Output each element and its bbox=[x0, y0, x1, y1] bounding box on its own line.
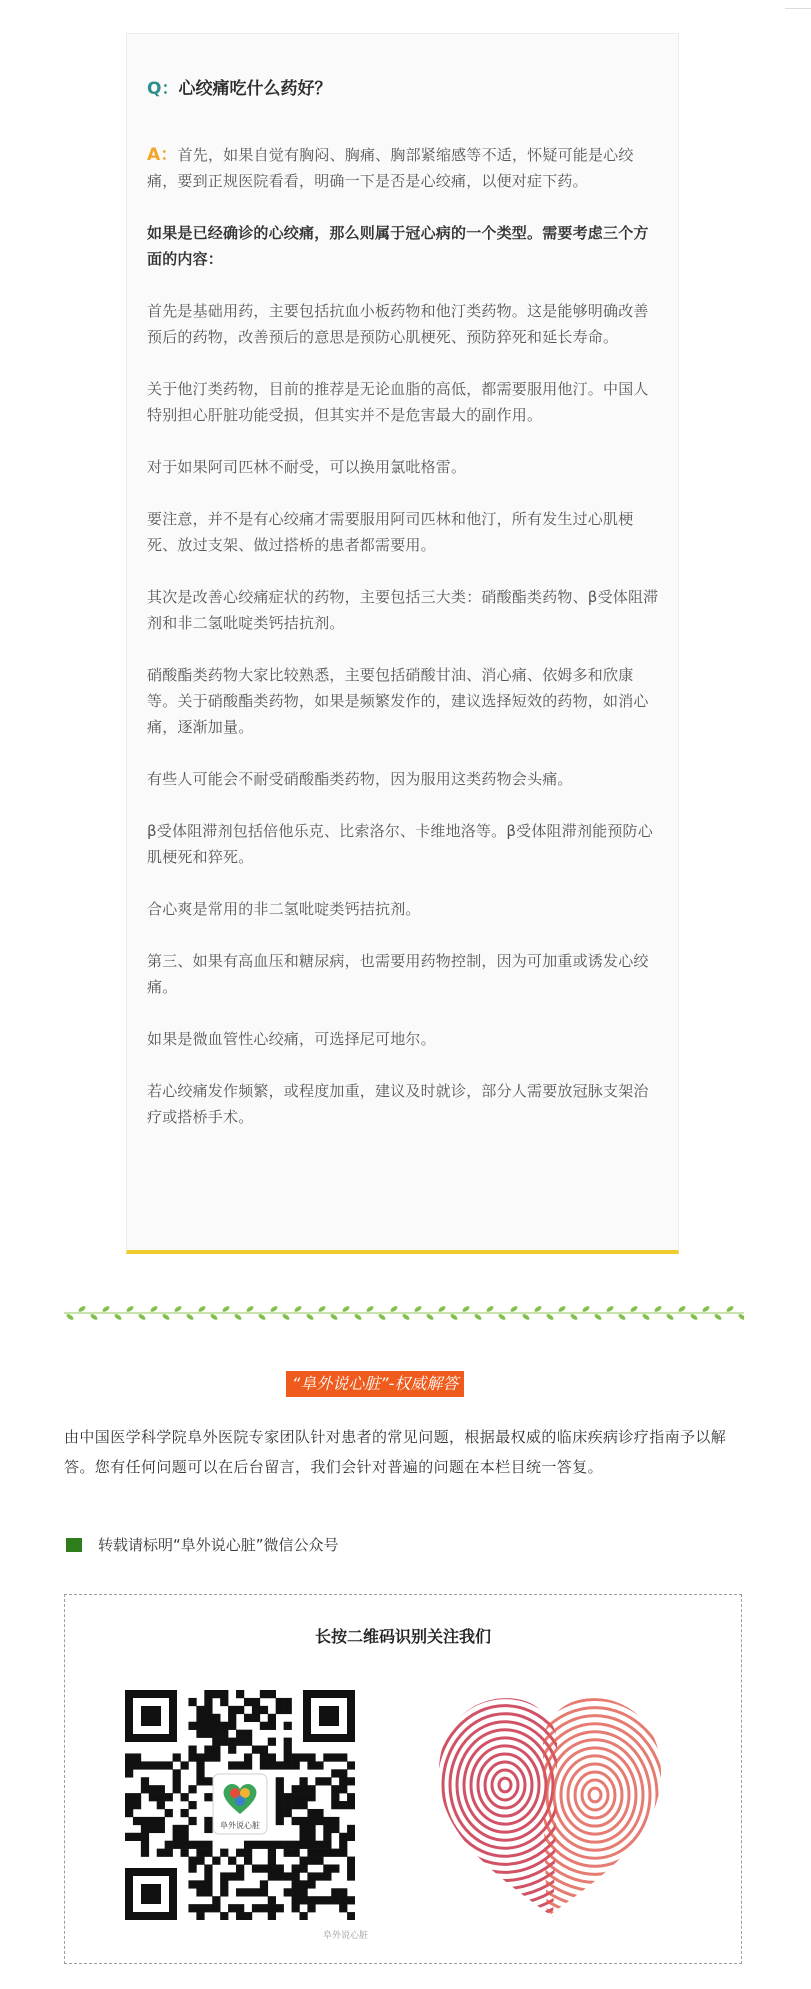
fingerprint-heart-image bbox=[435, 1685, 665, 1925]
answer-paragraph: 首先是基础用药，主要包括抗血小板药物和他汀类药物。这是能够明确改善预后的药物，改善预后的意思是预防心肌梗死、预防猝死和延长寿命。 bbox=[147, 302, 649, 346]
question-text: 心绞痛吃什么药好？ bbox=[178, 79, 332, 99]
brand-tag: “阜外说心脏”-权威解答 bbox=[286, 1371, 464, 1397]
qr-section bbox=[64, 1594, 742, 1964]
answer-paragraph: β受体阻滞剂包括倍他乐克、比索洛尔、卡维地洛等。β受体阻滞剂能预防心肌梗死和猝死。 bbox=[147, 822, 653, 866]
answer-intro bbox=[147, 142, 659, 194]
question-mark: Q： bbox=[147, 79, 179, 99]
qr-title: 长按二维码识别关注我们 bbox=[314, 1627, 491, 1646]
answer-paragraph: 若心绞痛发作频繁，或程度加重，建议及时就诊，部分人需要放冠脉支架治疗或搭桥手术。 bbox=[147, 1082, 649, 1126]
answer-mark: A： bbox=[147, 145, 178, 165]
qa-card bbox=[126, 33, 679, 1254]
answer-paragraph: 如果是微血管性心绞痛，可选择尼可地尔。 bbox=[147, 1030, 436, 1048]
qr-code[interactable] bbox=[125, 1690, 355, 1920]
answer-paragraph-heading: 如果是已经确诊的心绞痛，那么则属于冠心病的一个类型。需要考虑三个方面的内容： bbox=[147, 224, 649, 268]
vine-divider bbox=[64, 1303, 744, 1323]
qr-logo-text: 阜外说心脏 bbox=[220, 1821, 260, 1830]
answer-paragraph: 硝酸酯类药物大家比较熟悉，主要包括硝酸甘油、消心痛、依姆多和欣康等。关于硝酸酯类药物，如果是频繁发作的，建议选择短效的药物，如消心痛，逐渐加量。 bbox=[147, 666, 649, 736]
answer-paragraph: 要注意，并不是有心绞痛才需要服用阿司匹林和他汀，所有发生过心肌梗死、放过支架、做过搭桥的患者都需要用。 bbox=[147, 510, 634, 554]
answer-paragraph: 第三、如果有高血压和糖尿病，也需要用药物控制，因为可加重或诱发心绞痛。 bbox=[147, 952, 649, 996]
answer-paragraph: 有些人可能会不耐受硝酸酯类药物，因为服用这类药物会头痛。 bbox=[147, 770, 573, 788]
corner-divider bbox=[785, 8, 811, 9]
answer-paragraph: 其次是改善心绞痛症状的药物，主要包括三大类：硝酸酯类药物、β受体阻滞剂和非二氢吡啶类钙拮抗剂。 bbox=[147, 588, 659, 632]
intro-text: 由中国医学科学院阜外医院专家团队针对患者的常见问题，根据最权威的临床疾病诊疗指南予以解答。您有任何问题可以在后台留言，我们会针对普遍的问题在本栏目统一答复。 bbox=[64, 1428, 727, 1476]
reprint-text: 转载请标明“阜外说心脏”微信公众号 bbox=[98, 1536, 339, 1554]
qa-content bbox=[147, 76, 659, 1156]
answer-text: 首先，如果自觉有胸闷、胸痛、胸部紧缩感等不适，怀疑可能是心绞痛，要到正规医院看看，明确一下是否是心绞痛，以便对症下药。 bbox=[147, 146, 634, 190]
qr-caption: 阜外说心脏 bbox=[323, 1931, 369, 1941]
answer-paragraph: 合心爽是常用的非二氢吡啶类钙拮抗剂。 bbox=[147, 900, 421, 918]
answer-paragraph: 关于他汀类药物，目前的推荐是无论血脂的高低，都需要服用他汀。中国人特别担心肝脏功能受损，但其实并不是危害最大的副作用。 bbox=[147, 380, 649, 424]
green-square-icon bbox=[66, 1538, 82, 1552]
question bbox=[147, 76, 659, 102]
answer-paragraph: 对于如果阿司匹林不耐受，可以换用氯吡格雷。 bbox=[147, 458, 467, 476]
